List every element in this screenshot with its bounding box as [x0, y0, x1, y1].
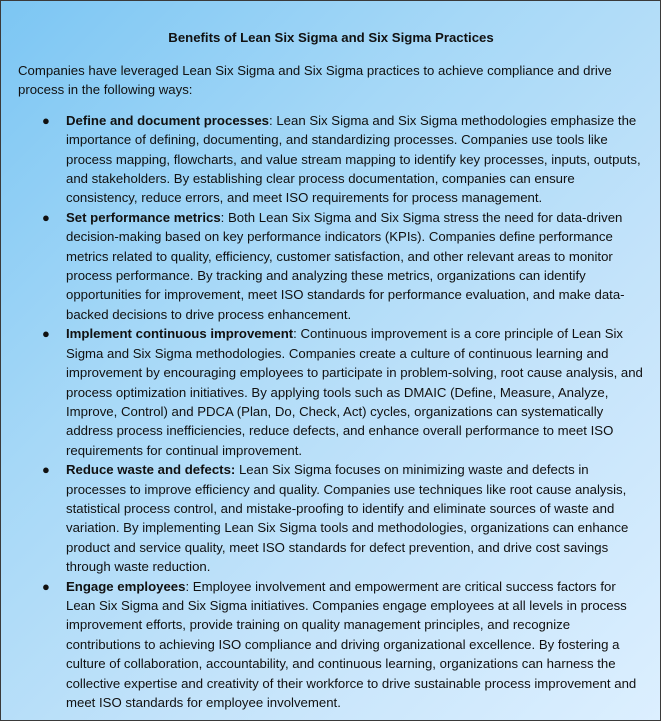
list-item	[42, 111, 644, 208]
list-item	[42, 324, 644, 460]
item-text: Lean Six Sigma focuses on minimizing waste and defects in processes to improve efficiency and quality. Companies use techniques like root cause analysis, statistical process control, and mistake-proofing to identify and eliminate sources of waste and variation. By implementing Lean Six Sigma tools and methodologies, organizations can enhance product and service quality, meet ISO standards for defect prevention, and drive cost savings through waste reduction.	[66, 462, 629, 575]
list-item	[42, 208, 644, 324]
bullet-icon: ●	[42, 209, 50, 225]
item-term: Engage employees	[66, 578, 186, 594]
item-text: : Lean Six Sigma and Six Sigma methodologies emphasize the importance of defining, documenting, and standardizing processes. Companies use tools like process mapping, flowcharts, and value stream mapping to identify key processes, inputs, outputs, and stakeholders. By establishing clear process documentation, companies can ensure consistency, reduce errors, and meet ISO requirements for process management.	[66, 112, 641, 206]
item-term: Define and document processes	[66, 112, 269, 128]
item-text: : Employee involvement and empowerment are critical success factors for Lean Six Sigma and Six Sigma initiatives. Companies engage employees at all levels in process improvement efforts, provide training on quality management principles, and recognize contributions to achieving ISO compliance and driving organizational excellence. By fostering a culture of collaboration, accountability, and continuous learning, organizations can harness the collective expertise and creativity of their workforce to drive sustainable process improvement and meet ISO standards for employee involvement.	[66, 578, 637, 710]
bullet-icon: ●	[42, 578, 50, 594]
list-item	[42, 577, 644, 713]
bullet-icon: ●	[42, 326, 50, 342]
bullet-icon: ●	[42, 112, 50, 128]
item-term: Set performance metrics	[66, 209, 221, 225]
list-item	[42, 460, 644, 576]
intro-paragraph: Companies have leveraged Lean Six Sigma and Six Sigma practices to achieve compliance and drive process in the following ways:	[18, 63, 612, 98]
item-term: Implement continuous improvement	[66, 326, 294, 342]
benefits-list	[18, 111, 644, 713]
item-term: Reduce waste and defects:	[66, 462, 236, 478]
bullet-icon: ●	[42, 462, 50, 478]
item-text: : Continuous improvement is a core principle of Lean Six Sigma and Six Sigma methodologies. Companies create a culture of continuous learning and improvement by encouraging employees to participate in problem-solving, root cause analysis, and process optimization initiatives. By applying tools such as DMAIC (Define, Measure, Analyze, Improve, Control) and PDCA (Plan, Do, Check, Act) cycles, organizations can systematically address process inefficiencies, reduce defects, and enhance overall performance to meet ISO requirements for continual improvement.	[66, 326, 643, 458]
document-title: Benefits of Lean Six Sigma and Six Sigma Practices	[168, 30, 494, 45]
item-text: : Both Lean Six Sigma and Six Sigma stress the need for data-driven decision-making based on key performance indicators (KPIs). Companies define performance metrics related to quality, efficiency, customer satisfaction, and other relevant areas to monitor process performance. By tracking and analyzing these metrics, organizations can identify opportunities for improvement, meet ISO standards for performance evaluation, and make data-backed decisions to drive process enhancement.	[66, 209, 625, 322]
